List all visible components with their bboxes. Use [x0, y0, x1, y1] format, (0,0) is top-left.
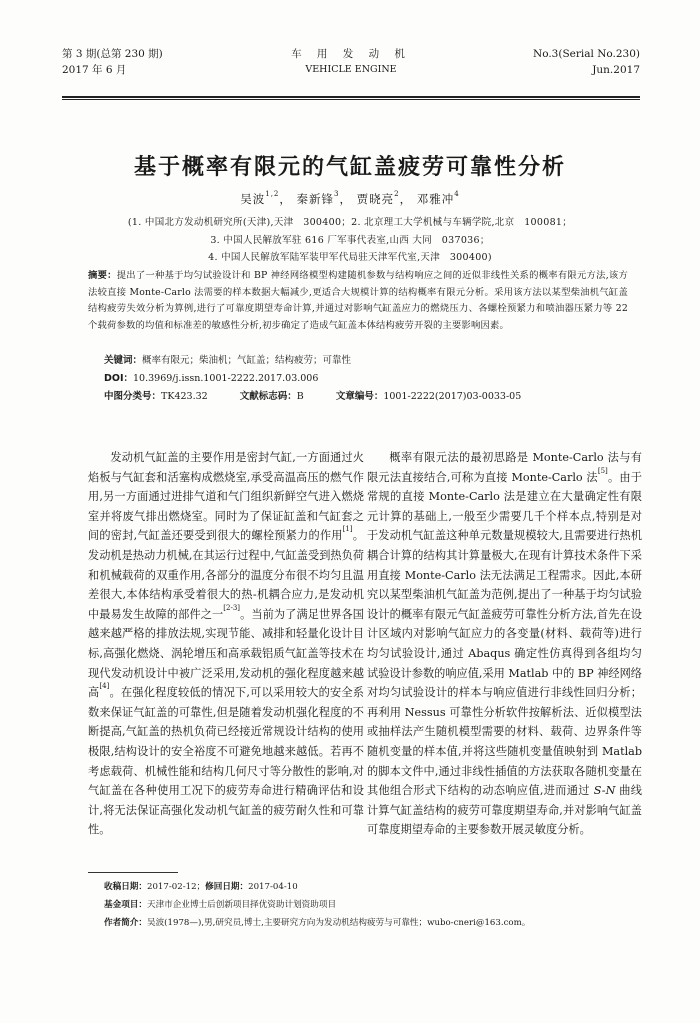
author-name: 秦新锋 [296, 192, 335, 206]
paragraph [367, 448, 642, 840]
fund-label: 基金项目： [104, 900, 147, 910]
sn-curve-term: S-N [593, 784, 616, 798]
issue-date-en: Jun.2017 [592, 64, 640, 76]
author-name: 吴波 [240, 192, 266, 206]
revised-date: 2017-04-10 [248, 882, 298, 892]
doi-label: DOI： [104, 373, 133, 384]
keywords [104, 354, 351, 368]
keywords-text: 概率有限元；柴油机；气缸盖；结构疲劳；可靠性 [142, 355, 352, 366]
abstract-text: 提出了一种基于均匀试验设计和 BP 神经网络模型构建随机参数与结构响应之间的近似非线性关系的概率有限元方法,该方法较直接 Monte-Carlo 法需要的样本数据大幅减少,更适合大规模计算的结构概率有限元分析。采用该方法以某型柴油机气缸盖结构疲劳失效分析为算例,进行了可靠度期望寿命计算,并通过对影响气缸盖应力的燃烧压力、各螺栓预紧力和喷油器压紧力等 22 个载荷参数的均值和标准差的敏感性分析,初步确定了造成气缸盖本体结构疲劳开裂的主要影响因素。 [88, 270, 628, 331]
revised-label: 修回日期： [205, 882, 249, 892]
classification [104, 390, 521, 404]
citation: [1] [342, 525, 353, 534]
paper-title: 基于概率有限元的气缸盖疲劳可靠性分析 [133, 155, 566, 180]
footnote-dates [104, 881, 298, 894]
text-run: 概率有限元法的最初思路是 Monte-Carlo 法与有限元法直接结合,可称为直接 Monte-Carlo 法 [367, 451, 642, 484]
body-right-column [367, 448, 642, 840]
header-right [533, 46, 640, 78]
keywords-label: 关键词： [104, 355, 143, 366]
footnote-rule [88, 872, 178, 873]
text-run: 发动机气缸盖的主要作用是密封气缸,一方面通过火焰板与气缸套和活塞构成燃烧室,承受高温高压的燃气作用,另一方面通过进排气道和气门组织新鲜空气进入燃烧室并将废气排出燃烧室。同时为了保证缸盖和气缸套之间的密封,气缸盖还要受到很大的螺栓预紧力的作用 [88, 451, 364, 543]
text-run: 。发动机是热动力机械,在其运行过程中,气缸盖受到热负荷和机械载荷的双重作用,各部分的温度分布很不均匀且温差很大,本体结构承受着很大的热-机耦合应力,是发动机中最易发生故障的部件之一 [88, 529, 364, 621]
text-run: 。当前为了满足世界各国越来越严格的排放法规,实现节能、减排和轻量化设计目标,高强化燃烧、涡轮增压和高承载铝质气缸盖等技术在现代发动机设计中被广泛采用,发动机的强化程度越来越高 [88, 607, 364, 700]
author-name: 邓雅冲 [416, 192, 455, 206]
header-rule-thin [62, 99, 640, 100]
clc-label: 中图分类号： [104, 391, 162, 402]
text-run: 。在强化程度较低的情况下,可以采用较大的安全系数来保证气缸盖的可靠性,但是随着发动机强化程度的不断提高,气缸盖的热机负荷已经接近常规设计结构的使用极限,结构设计的安全裕度不可避免地越来越低。若再不考虑载荷、机械性能和结构几何尺寸等分散性的影响,对气缸盖在各种使用工况下的疲劳寿命进行精确评估和设计,将无法保证高强化发动机气缸盖的疲劳耐久性和可靠性。 [88, 686, 364, 837]
article-number-value: 1001-2222(2017)03-0033-05 [383, 391, 522, 402]
bio-text: 吴波(1978—),男,研究员,博士,主要研究方向为发动机结构疲劳与可靠性；wubo-cneri@163.com。 [146, 918, 531, 928]
body-left-column [88, 448, 364, 840]
author-affil-sup: 4 [454, 190, 460, 198]
article-number-label: 文章编号： [335, 391, 384, 402]
received-label: 收稿日期： [104, 882, 147, 892]
fund-text: 天津市企业博士后创新项目择优资助计划资助项目 [146, 900, 337, 910]
doi [104, 372, 318, 386]
issue-date: 2017 年 6 月 [62, 64, 127, 76]
citation: [2-3] [223, 603, 240, 612]
paragraph [88, 448, 364, 840]
author-affil-sup: 1,2 [265, 190, 280, 198]
affiliation-line: 4. 中国人民解放军陆军装甲军代局驻天津军代室,天津 300400) [208, 252, 492, 263]
header-rule [62, 96, 640, 98]
affiliation-line: 3. 中国人民解放军驻 616 厂军事代表室,山西 大同 037036； [210, 235, 490, 246]
clc-value: TK423.32 [161, 391, 208, 402]
bio-label: 作者简介： [104, 918, 147, 928]
footnote-fund [104, 899, 336, 912]
issue-number-en: No.3(Serial No.230) [533, 48, 640, 60]
author-affil-sup: 2 [394, 190, 400, 198]
footnote-author-bio [104, 917, 530, 930]
abstract-label: 摘要： [88, 270, 117, 281]
running-header [62, 46, 640, 90]
text-run: 曲线计算气缸盖结构的疲劳可靠度期望寿命,并对影响气缸盖可靠度期望寿命的主要参数开展灵敏度分析。 [367, 784, 642, 837]
received-date: 2017-02-12； [146, 882, 206, 892]
journal-name-cn: 车 用 发 动 机 [291, 48, 411, 60]
issue-number: 第 3 期(总第 230 期) [62, 48, 163, 60]
author-affil-sup: 3 [334, 190, 340, 198]
text-run: 。由于常规的直接 Monte-Carlo 法是建立在大量确定性有限元计算的基础上,一般至少需要几千个样本点,特别是对于发动机气缸盖这种单元数量规模较大,且需要进行热机耦合计算的结构其计算量极大,在现有计算技术条件下采用直接 Monte-Carlo 法无法满足工程需求。因此,本研究以某型柴油机气缸盖为范例,提出了一种基于均匀试验设计的概率有限元气缸盖疲劳可靠性分析方法,首先在设计区域内对影响气缸应力的各变量(材料、载荷等)进行均匀试验设计,通过 Abaqus 确定性仿真得到各组均匀试验设计参数的响应值,采用 Matlab 中的 BP 神经网络对均匀试验设计的样本与响应值进行非线性回归分析；再利用 Nessus 可靠性分析软件按解析法、近似模型法或抽样法产生随机模型需要的材料、载荷、边界条件等随机变量的样本值,并将这些随机变量值映射到 Matlab 的脚本文件中,通过非线性插值的方法获取各随机变量在其他组合形式下结构的动态响应值,进而通过 [367, 470, 642, 798]
journal-name-en: VEHICLE ENGINE [305, 64, 397, 75]
doc-code-value: B [296, 391, 304, 402]
citation: [4] [99, 682, 110, 691]
abstract [88, 268, 628, 334]
author-list: 吴波$^{1,2}$， 秦新锋$^3$， 贾晓亮$^2$， 邓雅冲$^4$ [240, 190, 460, 206]
affiliation-line: (1. 中国北方发动机研究所(天津),天津 300400；2. 北京理工大学机械与车辆学院,北京 100081； [127, 217, 573, 228]
doc-code-label: 文献标志码： [239, 391, 297, 402]
author-name: 贾晓亮 [356, 192, 395, 206]
doi-text: 10.3969/j.issn.1001-2222.2017.03.006 [133, 373, 319, 384]
citation: [5] [597, 466, 608, 475]
